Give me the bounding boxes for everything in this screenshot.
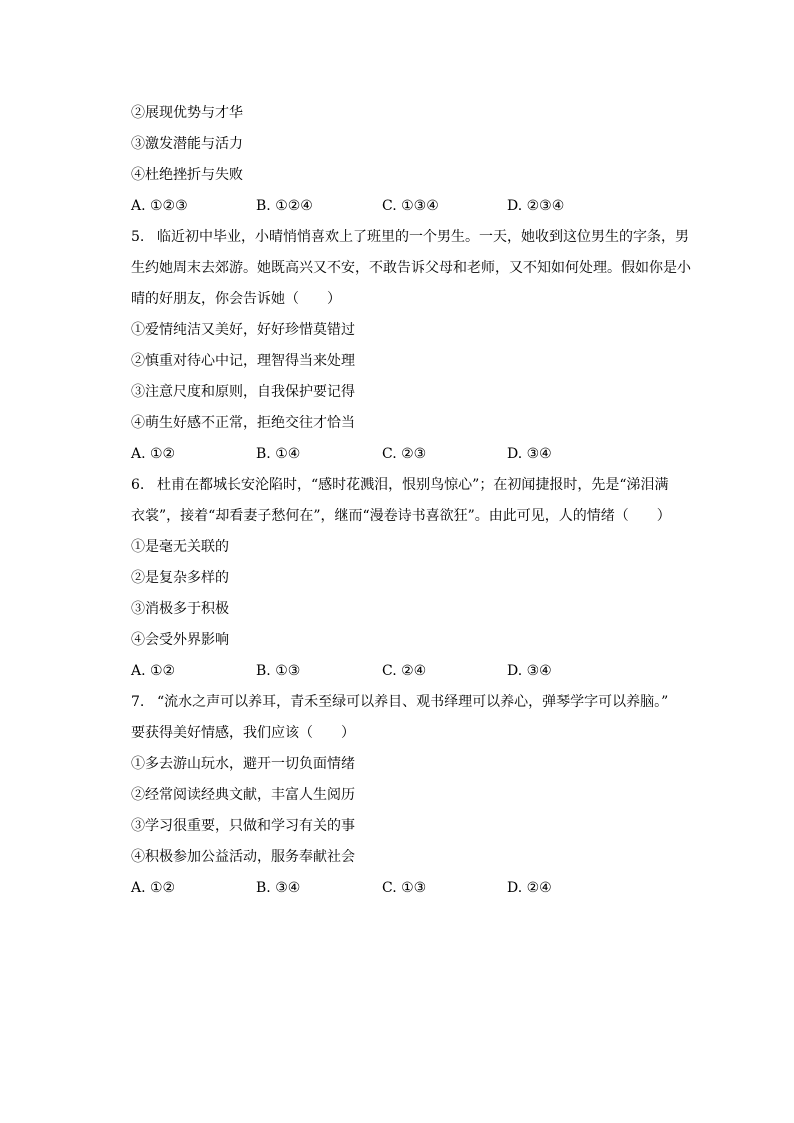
q6-option-a: A. ①②	[131, 663, 176, 679]
q7-item-1: ①多去游山玩水，避开一切负面情绪	[131, 756, 355, 772]
q6-item-4: ④会受外界影响	[131, 632, 229, 648]
q5-stem-line-3: 晴的好朋友，你会告诉她（ ）	[131, 291, 341, 307]
q4-item-3: ③激发潜能与活力	[131, 136, 243, 152]
q4-item-4: ④杜绝挫折与失败	[131, 167, 243, 183]
q6-item-2: ②是复杂多样的	[131, 570, 229, 586]
q4-option-a: A. ①②③	[131, 198, 188, 214]
q5-item-4: ④萌生好感不正常，拒绝交往才恰当	[131, 415, 355, 431]
q5-item-3: ③注意尺度和原则，自我保护要记得	[131, 384, 355, 400]
q6-stem-line-1	[131, 470, 711, 501]
q5-option-b: B. ①④	[256, 446, 301, 462]
q4-option-b: B. ①②④	[256, 198, 313, 214]
q7-stem-line-1	[131, 687, 711, 718]
q6-stem-line-2: 衣裳”，接着“却看妻子愁何在”，继而“漫卷诗书喜欲狂”。由此可见，人的情绪（ ）	[131, 508, 671, 524]
q5-option-d: D. ③④	[507, 446, 552, 462]
q7-item-3: ③学习很重要，只做和学习有关的事	[131, 818, 355, 834]
q7-item-2: ②经常阅读经典文献，丰富人生阅历	[131, 787, 355, 803]
q4-option-d: D. ②③④	[507, 198, 565, 214]
q4-option-c: C. ①③④	[382, 198, 439, 214]
q6-number: 6.	[131, 477, 145, 493]
q7-options	[131, 873, 711, 904]
q5-option-c: C. ②③	[382, 446, 427, 462]
q5-stem-line-1	[131, 222, 711, 253]
q6-option-d: D. ③④	[507, 663, 552, 679]
q7-option-a: A. ①②	[131, 880, 176, 896]
q7-item-4: ④积极参加公益活动，服务奉献社会	[131, 849, 355, 865]
question-content	[131, 98, 711, 904]
q6-options	[131, 656, 711, 687]
q5-number: 5.	[131, 229, 145, 245]
q7-stem-line-2: 要获得美好情感，我们应该（ ）	[131, 725, 355, 741]
q6-item-1: ①是毫无关联的	[131, 539, 229, 555]
q7-number: 7.	[131, 694, 145, 710]
q5-stem-text-1: 临近初中毕业，小晴悄悄喜欢上了班里的一个男生。一天，她收到这位男生的字条，男	[157, 229, 689, 245]
q7-option-d: D. ②④	[507, 880, 552, 896]
q4-item-2: ②展现优势与才华	[131, 105, 243, 121]
q7-option-b: B. ③④	[256, 880, 301, 896]
q5-item-2: ②慎重对待心中记，理智得当来处理	[131, 353, 355, 369]
q4-options	[131, 191, 711, 222]
q5-stem-line-2: 生约她周末去郊游。她既高兴又不安，不敢告诉父母和老师，又不知如何处理。假如你是小	[131, 260, 691, 276]
q5-option-a: A. ①②	[131, 446, 176, 462]
q5-item-1: ①爱情纯洁又美好，好好珍惜莫错过	[131, 322, 355, 338]
q6-stem-text-1: 杜甫在都城长安沦陷时，“感时花溅泪，恨别鸟惊心”；在初闻捷报时，先是“涕泪满	[157, 477, 669, 493]
q7-stem-text-1: “流水之声可以养耳，青禾至绿可以养目、观书绎理可以养心，弹琴学字可以养脑。”	[157, 694, 669, 710]
q6-option-b: B. ①③	[256, 663, 301, 679]
q6-item-3: ③消极多于积极	[131, 601, 229, 617]
q7-option-c: C. ①③	[382, 880, 427, 896]
q5-options	[131, 439, 711, 470]
q6-option-c: C. ②④	[382, 663, 427, 679]
